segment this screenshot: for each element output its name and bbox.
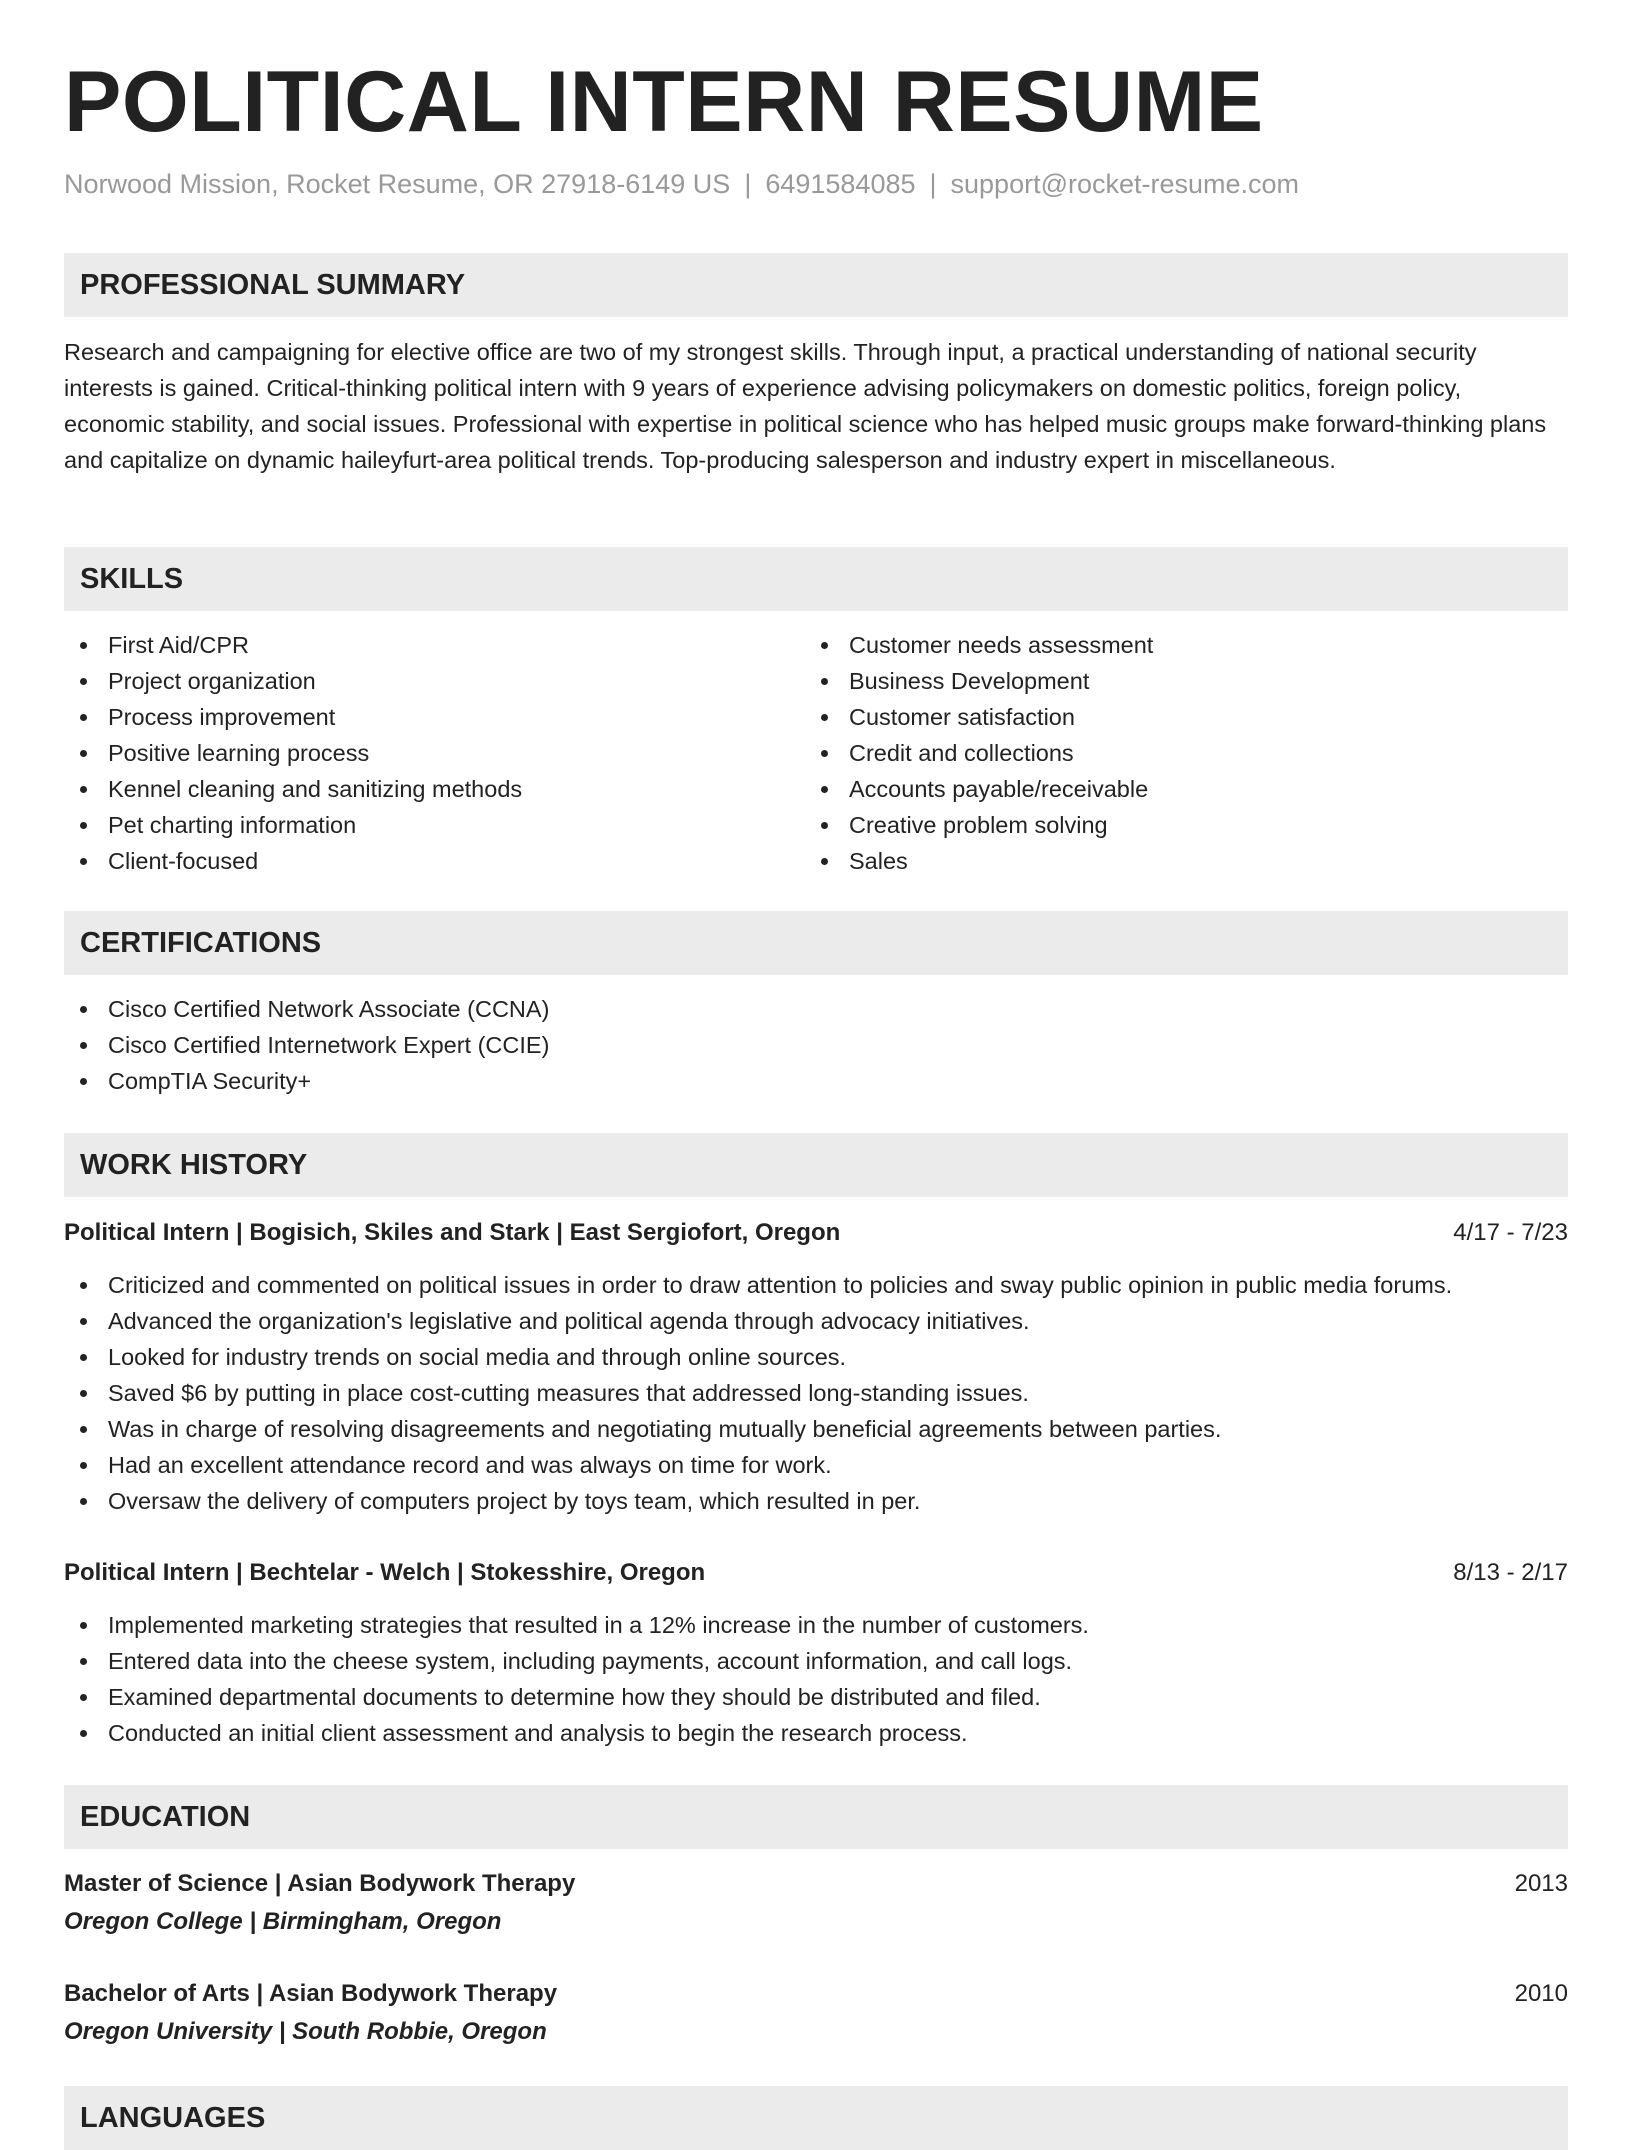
school-name: Oregon College | Birmingham, Oregon <box>64 1908 502 1935</box>
education-section-header <box>64 1785 1568 1849</box>
skills-list-left <box>64 627 522 879</box>
job-header <box>64 1555 1568 1591</box>
list-item: First Aid/CPR <box>64 627 522 663</box>
list-item: Positive learning process <box>64 735 522 771</box>
section-heading: CERTIFICATIONS <box>80 927 322 959</box>
list-item: Saved $6 by putting in place cost-cutting measures that addressed long-standing issues. <box>64 1375 1452 1411</box>
work-section-header <box>64 1133 1568 1197</box>
list-item: Client-focused <box>64 843 522 879</box>
section-heading: SKILLS <box>80 563 184 595</box>
list-item: Cisco Certified Network Associate (CCNA) <box>64 991 549 1027</box>
job-dates: 8/13 - 2/17 <box>1453 1559 1568 1586</box>
list-item: Credit and collections <box>805 735 1153 771</box>
list-item: Business Development <box>805 663 1153 699</box>
list-item: Looked for industry trends on social media and through online sources. <box>64 1339 1452 1375</box>
list-item: Process improvement <box>64 699 522 735</box>
section-heading: LANGUAGES <box>80 2102 266 2134</box>
page-title: POLITICAL INTERN RESUME <box>64 54 1264 150</box>
job-title: Political Intern | Bogisich, Skiles and Stark | East Sergiofort, Oregon <box>64 1219 841 1246</box>
certifications-section-header <box>64 911 1568 975</box>
certifications-list <box>64 991 549 1099</box>
list-item: Advanced the organization's legislative and political agenda through advocacy initiatives. <box>64 1303 1452 1339</box>
graduation-year: 2010 <box>1514 1980 1568 2007</box>
job-title: Political Intern | Bechtelar - Welch | Stokesshire, Oregon <box>64 1559 706 1586</box>
degree: Bachelor of Arts | Asian Bodywork Therapy <box>64 1980 558 2007</box>
school-name: Oregon University | South Robbie, Oregon <box>64 2018 547 2045</box>
job-bullets <box>64 1607 1089 1751</box>
list-item: CompTIA Security+ <box>64 1063 549 1099</box>
education-entry-header <box>64 1866 1568 1902</box>
list-item: Implemented marketing strategies that resulted in a 12% increase in the number of customers. <box>64 1607 1089 1643</box>
contact-address: Norwood Mission, Rocket Resume, OR 27918-6149 US <box>64 169 731 199</box>
list-item: Oversaw the delivery of computers project by toys team, which resulted in per. <box>64 1483 1452 1519</box>
languages-section-header <box>64 2086 1568 2150</box>
section-heading: EDUCATION <box>80 1801 251 1833</box>
job-bullets <box>64 1267 1452 1519</box>
contact-separator: | <box>744 169 752 199</box>
job-dates: 4/17 - 7/23 <box>1453 1219 1568 1246</box>
section-heading: WORK HISTORY <box>80 1149 308 1181</box>
list-item: Conducted an initial client assessment and analysis to begin the research process. <box>64 1715 1089 1751</box>
skills-section-header <box>64 547 1568 611</box>
degree: Master of Science | Asian Bodywork Therapy <box>64 1870 576 1897</box>
graduation-year: 2013 <box>1514 1870 1568 1897</box>
skills-list-right <box>805 627 1153 879</box>
list-item: Cisco Certified Internetwork Expert (CCIE) <box>64 1027 549 1063</box>
section-heading: PROFESSIONAL SUMMARY <box>80 269 466 301</box>
list-item: Had an excellent attendance record and was always on time for work. <box>64 1447 1452 1483</box>
list-item: Accounts payable/receivable <box>805 771 1153 807</box>
list-item: Entered data into the cheese system, including payments, account information, and call logs. <box>64 1643 1089 1679</box>
summary-section-header <box>64 253 1568 317</box>
contact-line <box>64 166 1299 202</box>
contact-email: support@rocket-resume.com <box>950 169 1300 199</box>
list-item: Was in charge of resolving disagreements and negotiating mutually beneficial agreements between parties. <box>64 1411 1452 1447</box>
education-entry-header <box>64 1976 1568 2012</box>
list-item: Sales <box>805 843 1153 879</box>
list-item: Criticized and commented on political issues in order to draw attention to policies and sway public opinion in public media forums. <box>64 1267 1452 1303</box>
contact-phone: 6491584085 <box>765 169 916 199</box>
contact-separator: | <box>929 169 937 199</box>
summary-text: Research and campaigning for elective office are two of my strongest skills. Through input, a practical understanding of national security interests is gained. Critical-thinking political intern with 9 years of experience advising policymakers on domestic politics, foreign policy, economic stability, and social issues. Professional with expertise in political science who has helped music groups make forward-thinking plans and capitalize on dynamic haileyfurt-area political trends. Top-producing salesperson and industry expert in miscellaneous. <box>64 339 1547 473</box>
list-item: Customer needs assessment <box>805 627 1153 663</box>
list-item: Examined departmental documents to determine how they should be distributed and filed. <box>64 1679 1089 1715</box>
list-item: Project organization <box>64 663 522 699</box>
list-item: Kennel cleaning and sanitizing methods <box>64 771 522 807</box>
list-item: Customer satisfaction <box>805 699 1153 735</box>
list-item: Creative problem solving <box>805 807 1153 843</box>
list-item: Pet charting information <box>64 807 522 843</box>
job-header <box>64 1215 1568 1251</box>
